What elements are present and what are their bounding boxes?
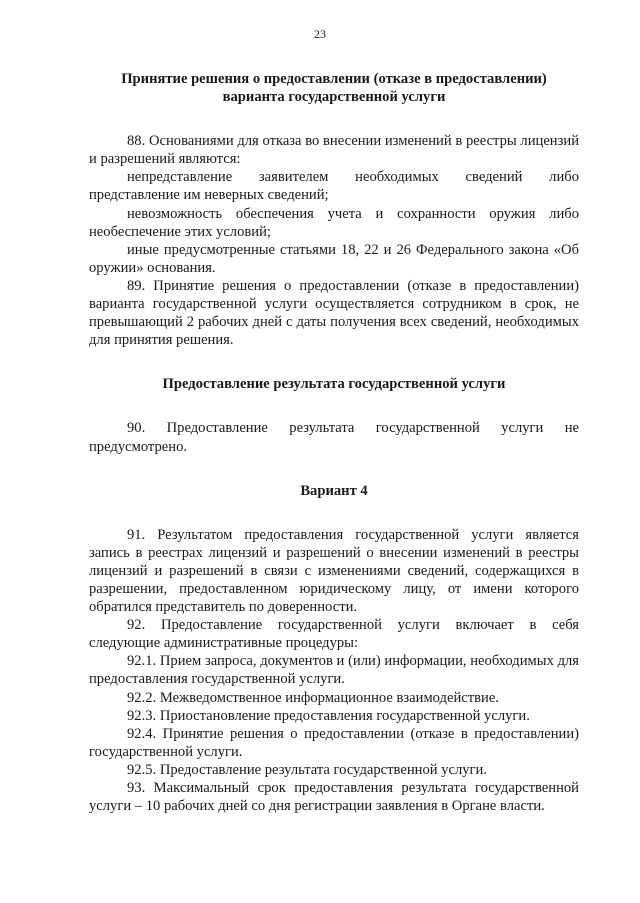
- paragraph-93: 93. Максимальный срок предоставления результата государственной услуги – 10 рабочих дней со дня регистрации заявления в Органе власти.: [89, 780, 579, 815]
- paragraph-reason-3: иные предусмотренные статьями 18, 22 и 26 Федерального закона «Об оружии» основания.: [89, 241, 579, 276]
- paragraph-block: [89, 419, 579, 455]
- paragraph-89: 89. Принятие решения о предоставлении (отказе в предоставлении) варианта государственной услуги осуществляется сотрудником в срок, не превышающий 2 рабочих дней с даты получения всех сведений, необходимых для принятия решения.: [89, 277, 579, 349]
- paragraph-block: [89, 526, 579, 816]
- paragraph-92-1: 92.1. Прием запроса, документов и (или) информации, необходимых для предоставления государственной услуги.: [89, 653, 579, 688]
- page-content: [89, 70, 579, 815]
- paragraph-88: 88. Основаниями для отказа во внесении изменений в реестры лицензий и разрешений являются:: [89, 133, 579, 168]
- heading-line: варианта государственной услуги: [222, 89, 446, 106]
- paragraph-92-3: 92.3. Приостановление предоставления государственной услуги.: [127, 707, 530, 724]
- section-heading-variant-4: Вариант 4: [300, 482, 368, 499]
- section-heading-result: Предоставление результата государственной услуги: [162, 376, 506, 393]
- paragraph-reason-2: невозможность обеспечения учета и сохранности оружия либо необеспечение этих условий;: [89, 205, 579, 240]
- paragraph-92: 92. Предоставление государственной услуги включает в себя следующие административные процедуры:: [89, 617, 579, 652]
- section-heading-decision: [89, 70, 579, 106]
- paragraph-90: 90. Предоставление результата государственной услуги не предусмотрено.: [89, 420, 579, 455]
- paragraph-91: 91. Результатом предоставления государственной услуги является запись в реестрах лицензий и разрешений о внесении изменений в реестры лицензий и разрешений в связи с изменениями сведений, содержащихся в разрешении, предоставленном юридическому лицу, от имени которого обратился представитель по доверенности.: [89, 526, 579, 616]
- heading-line: Принятие решения о предоставлении (отказе в предоставлении): [121, 71, 547, 87]
- page-number: 23: [314, 27, 326, 41]
- paragraph-92-5: 92.5. Предоставление результата государственной услуги.: [127, 761, 487, 778]
- paragraph-92-2: 92.2. Межведомственное информационное взаимодействие.: [127, 689, 499, 706]
- paragraph-92-4: 92.4. Принятие решения о предоставлении (отказе в предоставлении) государственной услуги.: [89, 725, 579, 760]
- paragraph-block: [89, 132, 579, 349]
- paragraph-reason-1: непредставление заявителем необходимых сведений либо представление им неверных сведений;: [89, 169, 579, 204]
